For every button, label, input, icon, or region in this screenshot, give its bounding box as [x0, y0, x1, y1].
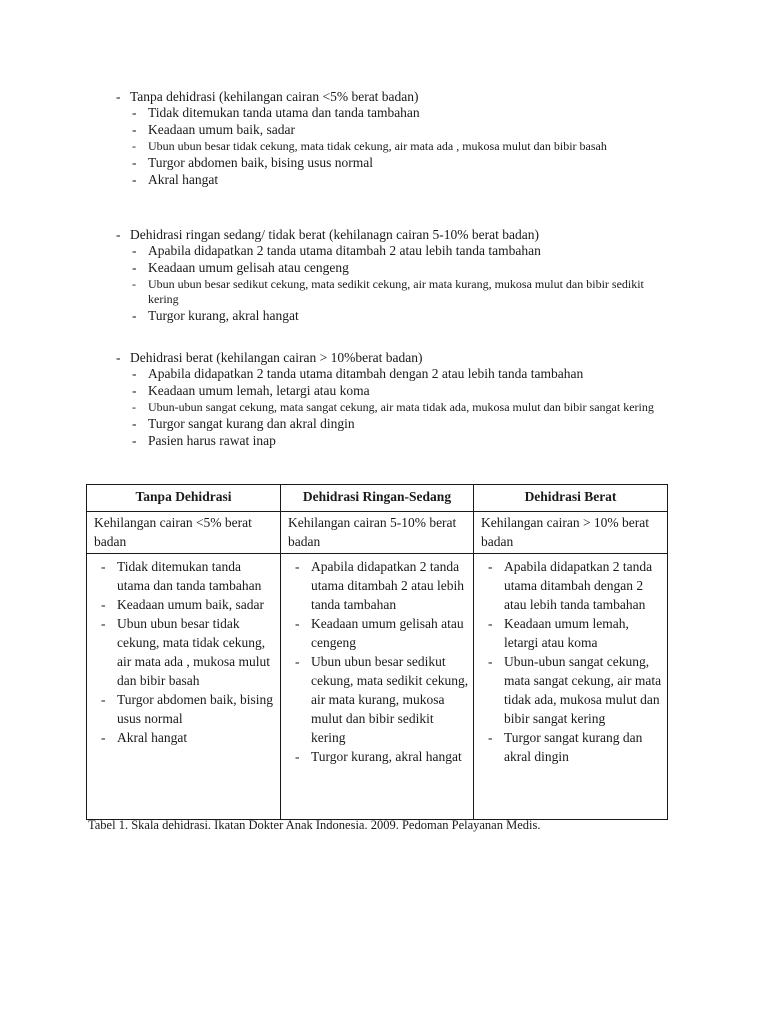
cell-list	[101, 557, 276, 747]
dehydration-scale-table	[86, 484, 668, 820]
table-cell-loss: Kehilangan cairan > 10% berat badan	[474, 512, 668, 554]
list-item: - Keadaan umum baik, sadar	[132, 122, 676, 138]
cell-list	[488, 557, 663, 766]
list-item: - Ubun ubun besar tidak cekung, mata tidak cekung, air mata ada , mukosa mulut dan bibir basah	[132, 139, 676, 154]
section-tanpa-dehidrasi	[116, 88, 676, 189]
table-row	[87, 554, 668, 820]
list-item: - Apabila didapatkan 2 tanda utama ditambah dengan 2 atau lebih tanda tambahan	[132, 366, 676, 382]
column-header-berat: Dehidrasi Berat	[474, 485, 668, 512]
list-item: - Turgor sangat kurang dan akral dingin	[488, 728, 663, 766]
list-item: - Keadaan umum lemah, letargi atau koma	[488, 614, 663, 652]
list-item: - Pasien harus rawat inap	[132, 433, 676, 449]
table-cell-loss: Kehilangan cairan <5% berat badan	[87, 512, 281, 554]
list-item: - Keadaan umum gelisah atau cengeng	[295, 614, 469, 652]
section-title: - Dehidrasi berat (kehilangan cairan > 10%berat badan)	[116, 349, 676, 366]
list-item: - Turgor kurang, akral hangat	[295, 747, 469, 766]
list-item: - Ubun-ubun sangat cekung, mata sangat cekung, air mata tidak ada, mukosa mulut dan bibir sangat kering	[488, 652, 663, 728]
list-item: - Ubun ubun besar sedikut cekung, mata sedikit cekung, air mata kurang, mukosa mulut dan bibir sedikit kering	[295, 652, 469, 747]
column-header-ringan-sedang: Dehidrasi Ringan-Sedang	[281, 485, 474, 512]
list-item: - Ubun-ubun sangat cekung, mata sangat cekung, air mata tidak ada, mukosa mulut dan bibir sangat kering	[132, 400, 676, 415]
list-item: - Tidak ditemukan tanda utama dan tanda tambahan	[132, 105, 676, 121]
list-item: - Keadaan umum baik, sadar	[101, 595, 276, 614]
list-item: - Turgor abdomen baik, bising usus normal	[101, 690, 276, 728]
section-list	[116, 243, 676, 324]
table-cell-loss: Kehilangan cairan 5-10% berat badan	[281, 512, 474, 554]
section-list	[116, 366, 676, 449]
table-cell-signs	[87, 554, 281, 820]
list-item: - Turgor abdomen baik, bising usus normal	[132, 155, 676, 171]
list-item: - Akral hangat	[132, 172, 676, 188]
section-dehidrasi-ringan-sedang	[116, 226, 676, 325]
table-row	[87, 512, 668, 554]
list-item: - Apabila didapatkan 2 tanda utama ditambah 2 atau lebih tanda tambahan	[295, 557, 469, 614]
section-title: - Dehidrasi ringan sedang/ tidak berat (kehilanagn cairan 5-10% berat badan)	[116, 226, 676, 243]
cell-list	[295, 557, 469, 766]
list-item: - Turgor sangat kurang dan akral dingin	[132, 416, 676, 432]
section-dehidrasi-berat	[116, 349, 676, 450]
table-header-row	[87, 485, 668, 512]
list-item: - Turgor kurang, akral hangat	[132, 308, 676, 324]
list-item: - Keadaan umum gelisah atau cengeng	[132, 260, 676, 276]
list-item: - Apabila didapatkan 2 tanda utama ditambah 2 atau lebih tanda tambahan	[132, 243, 676, 259]
list-item: - Ubun ubun besar tidak cekung, mata tidak cekung, air mata ada , mukosa mulut dan bibir basah	[101, 614, 276, 690]
list-item: - Keadaan umum lemah, letargi atau koma	[132, 383, 676, 399]
list-item: - Apabila didapatkan 2 tanda utama ditambah dengan 2 atau lebih tanda tambahan	[488, 557, 663, 614]
table-caption: Tabel 1. Skala dehidrasi. Ikatan Dokter Anak Indonesia. 2009. Pedoman Pelayanan Medis.	[88, 818, 541, 832]
section-title: - Tanpa dehidrasi (kehilangan cairan <5% berat badan)	[116, 88, 676, 105]
section-list	[116, 105, 676, 188]
list-item: - Ubun ubun besar sedikut cekung, mata sedikit cekung, air mata kurang, mukosa mulut dan bibir sedikit kering	[132, 277, 676, 307]
table-cell-signs	[281, 554, 474, 820]
column-header-tanpa-dehidrasi: Tanpa Dehidrasi	[87, 485, 281, 512]
list-item: - Akral hangat	[101, 728, 276, 747]
table-cell-signs	[474, 554, 668, 820]
list-item: - Tidak ditemukan tanda utama dan tanda tambahan	[101, 557, 276, 595]
